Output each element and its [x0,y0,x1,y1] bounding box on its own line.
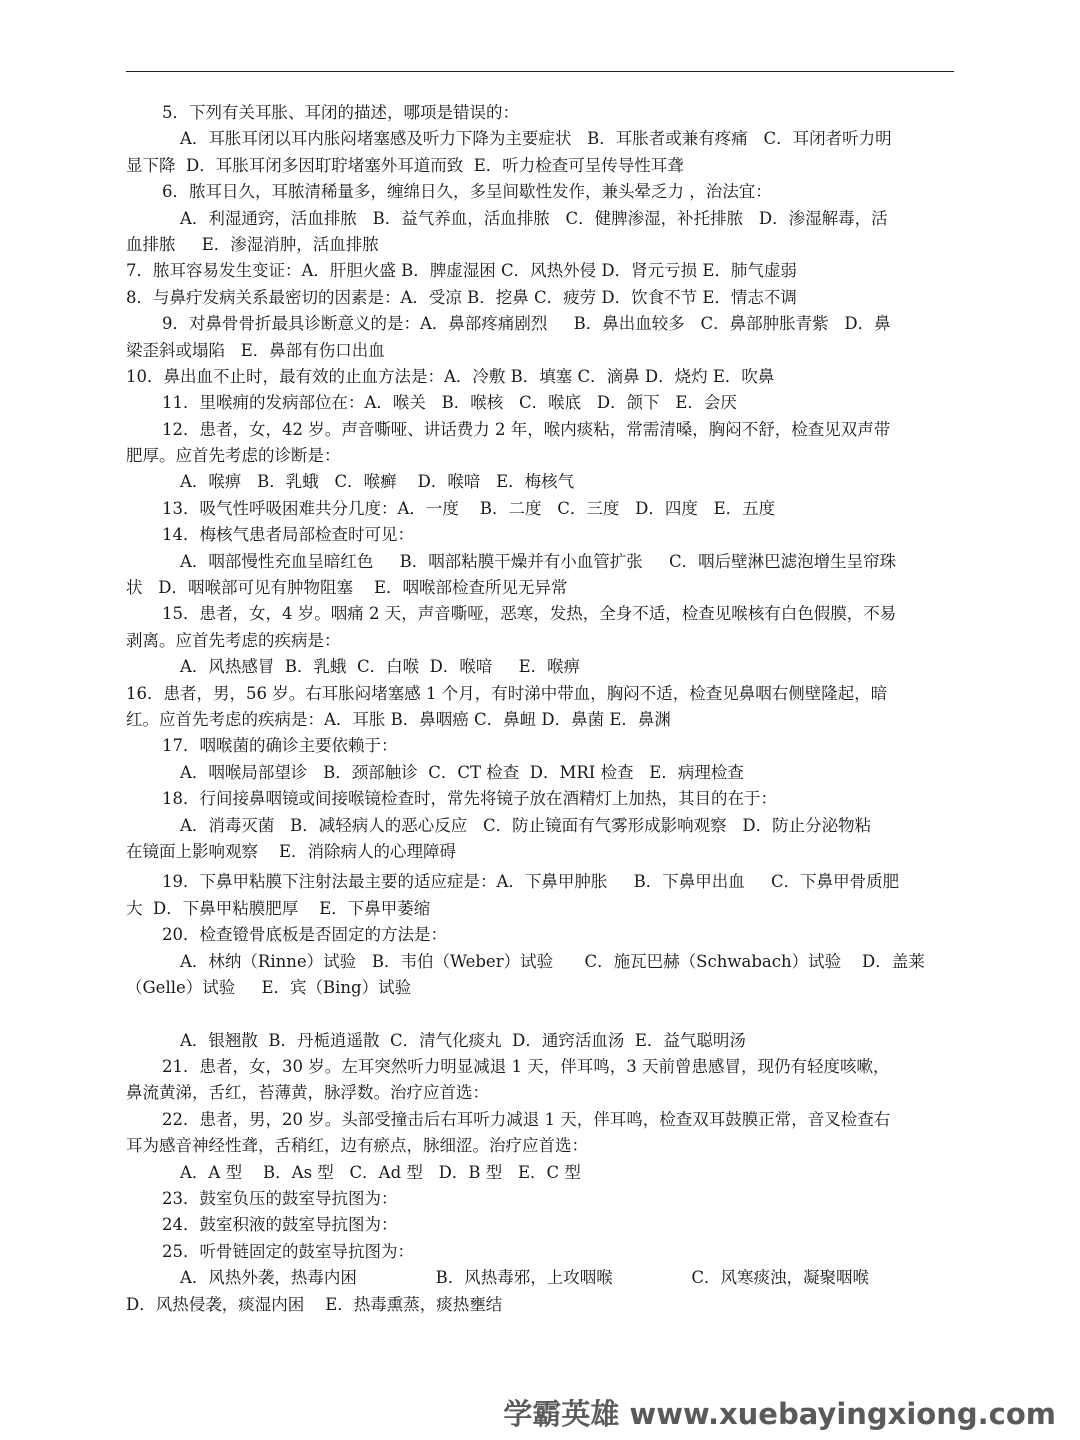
question-line-q12-opts: A．喉痹 B．乳蛾 C．喉癣 D．喉喑 E．梅核气 [180,472,575,492]
question-line-blank [126,1001,954,1027]
question-line-q12-1: 12．患者，女，42 岁。声音嘶哑、讲话费力 2 年，喉内痰粘，常需清嗓，胸闷不舒，检查见双声带 [162,419,891,439]
question-line-q19-2: 大 D．下鼻甲粘膜肥厚 E．下鼻甲萎缩 [126,898,431,918]
question-line-herb-opts: A．银翘散 B．丹栀逍遥散 C．清气化痰丸 D．通窍活血汤 E．益气聪明汤 [180,1030,746,1050]
question-line-q22-1: 22．患者，男，20 岁。头部受撞击后右耳听力减退 1 天，伴耳鸣，检查双耳鼓膜正常，音叉检查右 [162,1109,891,1129]
question-line-q14: 14．梅核气患者局部检查时可见： [162,525,414,545]
site-watermark: 学霸英雄 www.xuebayingxiong.com [503,1397,1056,1431]
question-line-q18-opts-1: A．消毒灭菌 B．减轻病人的恶心反应 C．防止镜面有气雾形成影响观察 D．防止分泌物粘 [180,815,872,835]
question-line-q15-opts: A．风热感冒 B．乳蛾 C．白喉 D．喉喑 E．喉痹 [180,657,581,677]
question-line-q16-2: 红。应首先考虑的疾病是：A．耳胀 B．鼻咽癌 C．鼻衄 D．鼻菌 E．鼻渊 [126,709,671,729]
question-line-q18: 18．行间接鼻咽镜或间接喉镜检查时，常先将镜子放在酒精灯上加热，其目的在于： [162,789,777,809]
question-line-q20: 20．检查镫骨底板是否固定的方法是： [162,925,447,945]
question-line-q25: 25．听骨链固定的鼓室导抗图为： [162,1241,414,1261]
header-rule [126,71,954,72]
question-line-q10: 10．鼻出血不止时，最有效的止血方法是：A．冷敷 B．填塞 C．滴鼻 D．烧灼 E．吹鼻 [126,366,775,386]
question-line-q21-1: 21．患者，女，30 岁。左耳突然听力明显减退 1 天，伴耳鸣，3 天前曾患感冒，现仍有轻度咳嗽， [162,1057,890,1077]
question-line-q16-1: 16．患者，男，56 岁。右耳胀闷堵塞感 1 个月，有时涕中带血，胸闷不适，检查见鼻咽右侧壁隆起，暗 [126,683,888,703]
question-line-q7: 7．脓耳容易发生变证：A．肝胆火盛 B．脾虚湿困 C．风热外侵 D．肾元亏损 E．肺气虚弱 [126,261,797,281]
question-line-q6: 6．脓耳日久，耳脓清稀量多，缠绵日久，多呈间歇性发作，兼头晕乏力 ，治法宜： [162,182,772,202]
question-line-q5-opts-2: 显下降 D．耳胀耳闭多因耵聍堵塞外耳道而致 E．听力检查可呈传导性耳聋 [126,155,684,175]
question-line-q8: 8．与鼻疔发病关系最密切的因素是：A．受凉 B．挖鼻 C．疲劳 D．饮食不节 E．情志不调 [126,287,797,307]
question-line-q6-opts-1: A．利湿通窍，活血排脓 B．益气养血，活血排脓 C．健脾渗湿，补托排脓 D．渗湿解毒，活 [180,208,888,228]
question-line-q6-opts-2: 血排脓 E．渗湿消肿，活血排脓 [126,234,379,254]
question-line-q23: 23．鼓室负压的鼓室导抗图为： [162,1189,398,1209]
question-line-q13: 13．吸气性呼吸困难共分几度：A．一度 B．二度 C．三度 D．四度 E．五度 [162,498,776,518]
exam-question-list [126,100,954,1318]
question-line-final-opts-2: D．风热侵袭，痰湿内困 E．热毒熏蒸，痰热壅结 [126,1294,503,1314]
question-line-q22-2: 耳为感音神经性聋，舌稍红，边有瘀点，脉细涩。治疗应首选： [126,1136,588,1156]
question-line-q17-opts: A．咽喉局部望诊 B．颈部触诊 C．CT 检查 D．MRI 检查 E．病理检查 [180,762,744,782]
question-line-q5-opts-1: A．耳胀耳闭以耳内胀闷堵塞感及听力下降为主要症状 B．耳胀者或兼有疼痛 C．耳闭者听力明 [180,129,892,149]
question-line-q15-1: 15．患者，女，4 岁。咽痛 2 天，声音嘶哑，恶寒，发热，全身不适，检查见喉核有白色假膜，不易 [162,604,897,624]
question-line-q9-1: 9．对鼻骨骨折最具诊断意义的是：A．鼻部疼痛剧烈 B．鼻出血较多 C．鼻部肿胀青紫 D．鼻 [162,314,891,334]
question-line-q24: 24．鼓室积液的鼓室导抗图为： [162,1215,398,1235]
question-line-q18-opts-2: 在镜面上影响观察 E．消除病人的心理障碍 [126,841,457,861]
question-line-q19-1: 19．下鼻甲粘膜下注射法最主要的适应症是：A．下鼻甲肿胀 B．下鼻甲出血 C．下鼻甲骨质肥 [162,872,900,892]
question-line-final-opts-1: A．风热外袭，热毒内困 B．风热毒邪，上攻咽喉 C．风寒痰浊，凝聚咽喉 [180,1268,870,1288]
question-line-q17: 17．咽喉菌的确诊主要依赖于： [162,736,398,756]
question-line-q20-opts-2: （Gelle）试验 E．宾（Bing）试验 [126,977,412,997]
question-line-q20-opts-1: A．林纳（Rinne）试验 B．韦伯（Weber）试验 C．施瓦巴赫（Schwabach）试验 D．盖莱 [180,951,925,971]
question-line-q15-2: 剥离。应首先考虑的疾病是： [126,630,341,650]
question-line-q14-opts-1: A．咽部慢性充血呈暗红色 B．咽部粘膜干燥并有小血管扩张 C．咽后壁淋巴滤泡增生呈帘珠 [180,551,897,571]
question-line-q11: 11．里喉痈的发病部位在：A．喉关 B．喉核 C．喉底 D．颌下 E．会厌 [162,393,737,413]
question-line-q5: 5．下列有关耳胀、耳闭的描述，哪项是错误的： [162,103,519,122]
question-line-q12-2: 肥厚。应首先考虑的诊断是： [126,446,341,466]
question-line-type-opts: A．A 型 B．As 型 C．Ad 型 D．B 型 E．C 型 [180,1162,581,1182]
question-line-q9-2: 梁歪斜或塌陷 E．鼻部有伤口出血 [126,340,385,360]
question-line-q14-opts-2: 状 D．咽喉部可见有肿物阻塞 E．咽喉部检查所见无异常 [126,578,568,598]
question-line-q21-2: 鼻流黄涕，舌红，苔薄黄，脉浮数。治疗应首选： [126,1083,489,1103]
